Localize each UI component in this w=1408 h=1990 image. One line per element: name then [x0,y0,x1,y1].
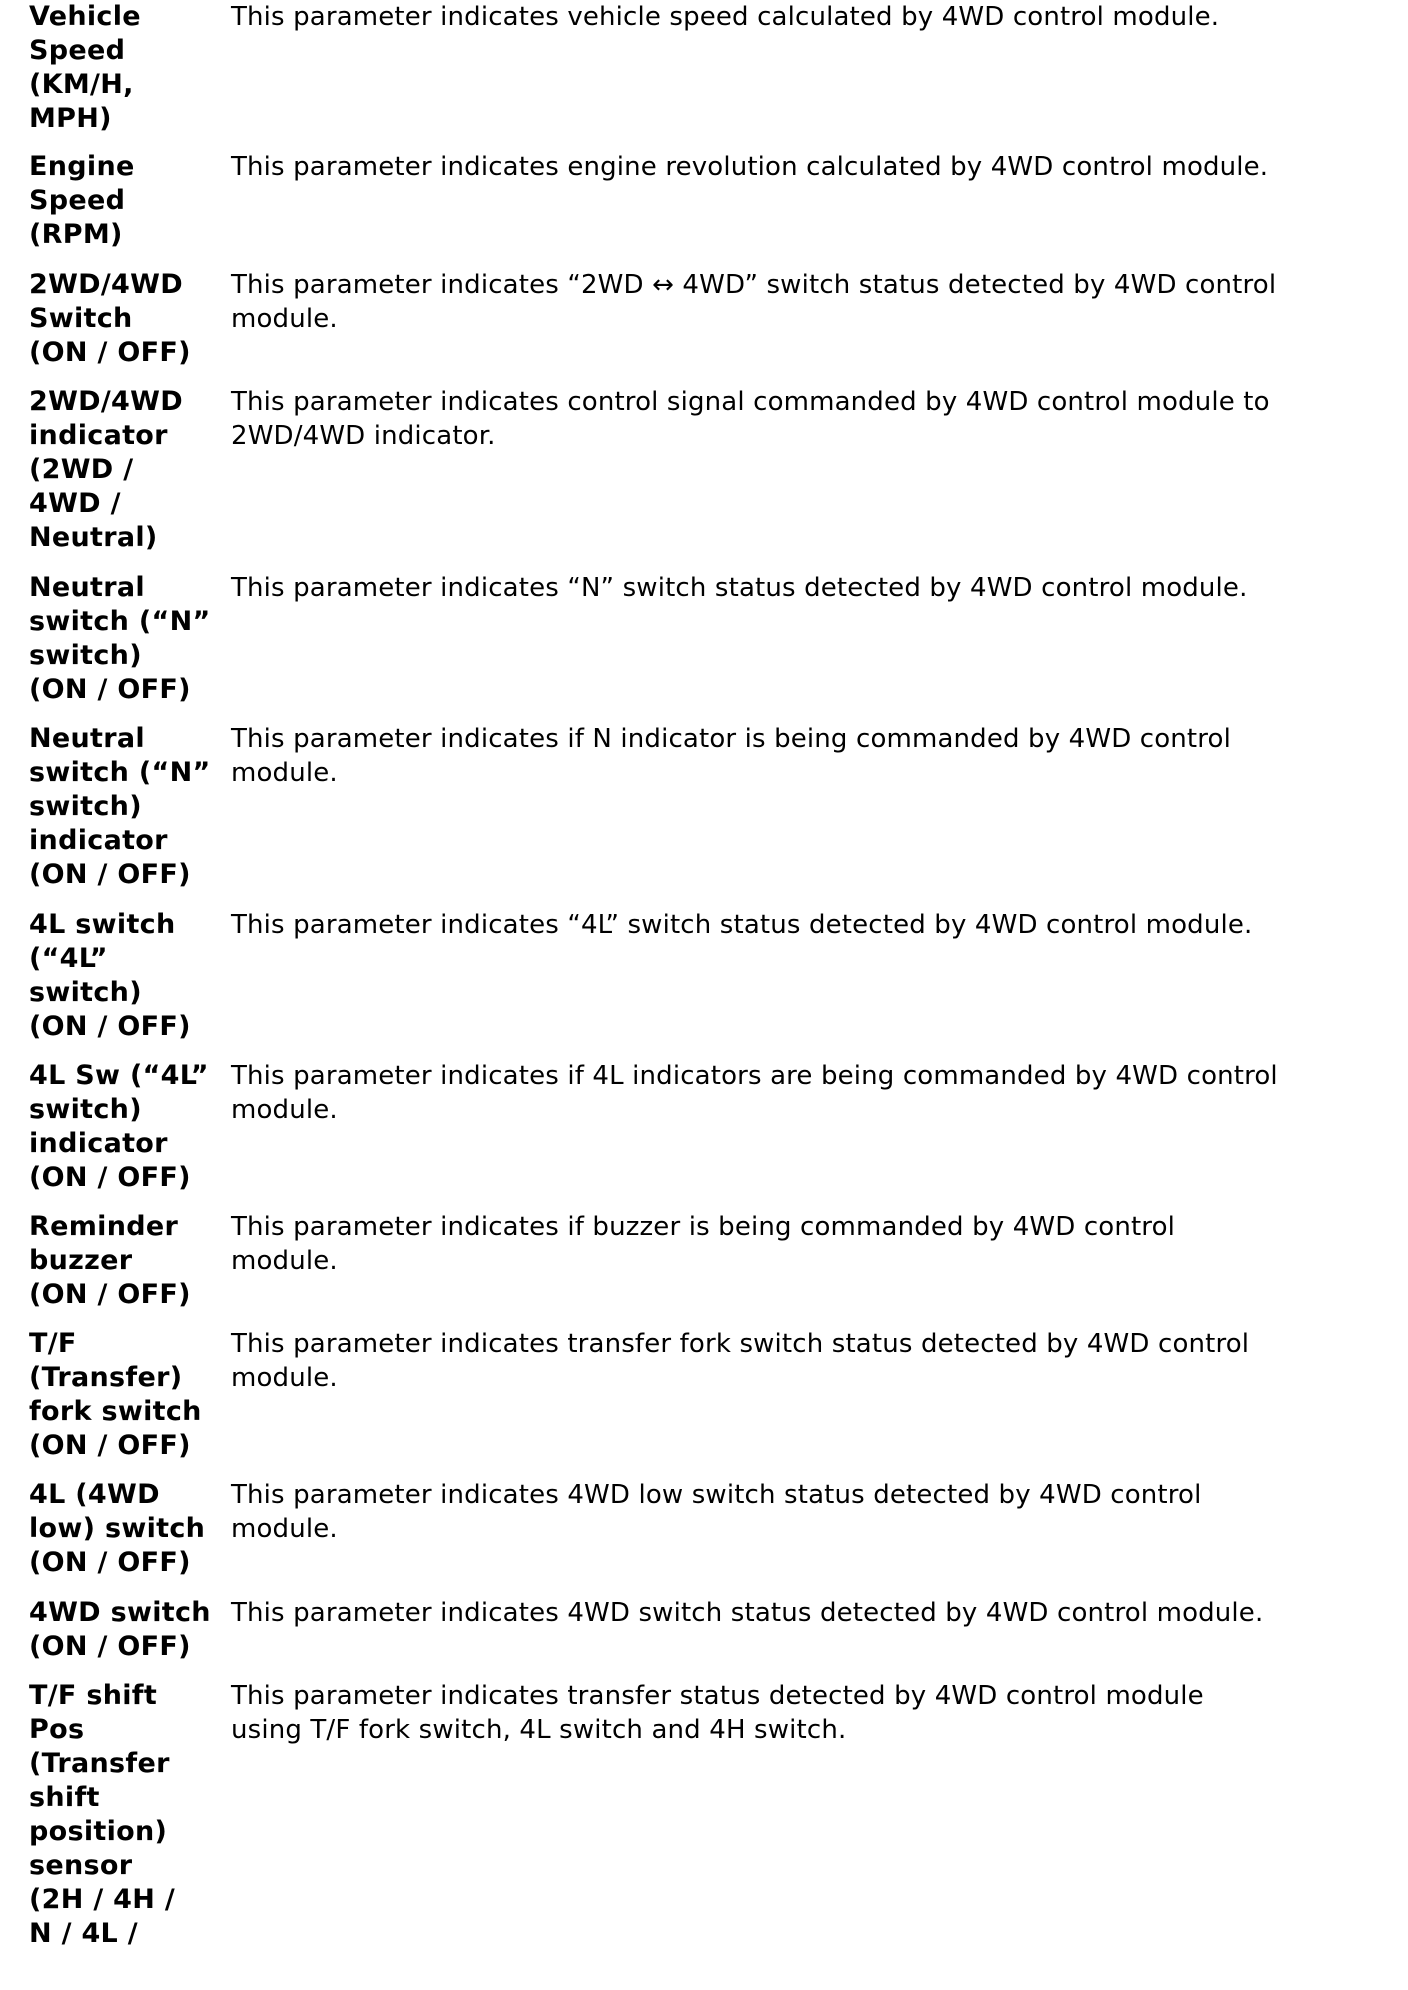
parameter-row [29,1327,1399,1463]
parameter-name [29,1478,231,1580]
parameter-row [29,1596,1399,1664]
parameter-name-line: (2H / 4H / [29,1884,176,1915]
parameter-name-line: switch (“N” [29,606,211,637]
parameter-name-line: T/F shift [29,1680,158,1711]
parameter-name-line: Speed [29,35,126,66]
parameter-description [231,722,1399,790]
parameter-name-line: (ON / OFF) [29,859,191,890]
parameter-description [231,1679,1399,1747]
parameter-name-line: indicator [29,825,168,856]
parameter-name-line: (Transfer [29,1748,170,1779]
parameter-name-line: shift [29,1782,100,1813]
parameter-name-line: 4L (4WD [29,1479,160,1510]
parameter-name-line: indicator [29,420,168,451]
parameter-description-line: using T/F fork switch, 4L switch and 4H switch. [231,1715,847,1745]
parameter-name-line: 2WD/4WD [29,269,183,300]
parameter-name-line: (Transfer) [29,1362,183,1393]
parameter-name-line: 2WD/4WD [29,386,183,417]
parameter-description-line: module. [231,1246,338,1276]
parameter-description [231,1596,1399,1630]
parameter-row [29,722,1399,892]
parameter-name [29,268,231,370]
parameter-name-line: Speed [29,185,126,216]
parameter-name-line: Reminder [29,1211,179,1242]
parameter-name-line: switch) [29,977,142,1008]
parameter-description-line: This parameter indicates 4WD low switch status detected by 4WD control [231,1480,1202,1510]
parameter-description [231,571,1399,605]
parameter-row [29,385,1399,555]
parameter-description-line: module. [231,1095,338,1125]
parameter-name-line: 4L Sw (“4L” [29,1060,209,1091]
parameter-description-line: This parameter indicates if N indicator is being commanded by 4WD control [231,724,1231,754]
parameter-row [29,150,1399,252]
parameter-row [29,1679,1399,1951]
parameter-row [29,571,1399,707]
parameter-name [29,385,231,555]
parameter-name-line: Neutral [29,723,145,754]
parameter-description [231,1210,1399,1278]
parameter-name-line: indicator [29,1128,168,1159]
parameter-name-line: N / 4L / [29,1918,138,1949]
parameter-description-line: 2WD/4WD indicator. [231,421,496,451]
parameter-name [29,908,231,1044]
parameter-name-line: MPH) [29,103,112,134]
parameter-name-line: T/F [29,1328,77,1359]
parameter-description-line: module. [231,1363,338,1393]
parameter-name-line: (ON / OFF) [29,1430,191,1461]
parameter-row [29,1478,1399,1580]
parameter-description-line: module. [231,1514,338,1544]
parameter-name-line: Engine [29,151,135,182]
parameter-name-line: (ON / OFF) [29,1011,191,1042]
parameter-name-line: buzzer [29,1245,133,1276]
parameter-name-line: Vehicle [29,1,141,32]
parameter-name-line: (ON / OFF) [29,337,191,368]
parameter-description-line: This parameter indicates if buzzer is being commanded by 4WD control [231,1212,1176,1242]
parameter-name [29,1327,231,1463]
parameter-name-line: (KM/H, [29,69,134,100]
parameter-row [29,1059,1399,1195]
parameter-name-line: switch (“N” [29,757,211,788]
parameter-description-line: This parameter indicates transfer status detected by 4WD control module [231,1681,1204,1711]
parameter-description [231,150,1399,184]
parameter-row [29,908,1399,1044]
parameter-description [231,0,1399,34]
parameter-description [231,1478,1399,1546]
parameter-row [29,268,1399,370]
parameter-name-line: Neutral) [29,522,158,553]
parameter-row [29,0,1399,136]
parameter-description [231,908,1399,942]
parameter-name-line: 4WD / [29,488,121,519]
parameter-name-line: sensor [29,1850,133,1881]
parameter-description [231,1059,1399,1127]
parameter-row [29,1210,1399,1312]
parameter-name [29,1679,231,1951]
parameter-name-line: position) [29,1816,168,1847]
parameter-name-line: switch) [29,640,142,671]
parameter-name [29,1210,231,1312]
parameter-description-line: This parameter indicates engine revolution calculated by 4WD control module. [231,152,1269,182]
parameter-name-line: Neutral [29,572,145,603]
parameter-name-line: 4WD switch [29,1597,211,1628]
parameter-name [29,0,231,136]
parameter-name-line: Switch [29,303,133,334]
parameter-description-line: This parameter indicates transfer fork switch status detected by 4WD control [231,1329,1250,1359]
parameter-name-line: (2WD / [29,454,134,485]
parameter-name-line: (ON / OFF) [29,674,191,705]
parameter-name-line: (ON / OFF) [29,1631,191,1662]
parameter-name-line: switch) [29,791,142,822]
parameter-name-line: (ON / OFF) [29,1279,191,1310]
parameter-name [29,571,231,707]
parameter-name-line: (“4L” [29,943,108,974]
parameter-name [29,1059,231,1195]
parameter-description [231,268,1399,336]
parameter-name [29,150,231,252]
parameter-name-line: (RPM) [29,219,123,250]
parameter-name-line: switch) [29,1094,142,1125]
parameter-description [231,385,1399,453]
parameter-name-line: 4L switch [29,909,176,940]
parameter-description-line: This parameter indicates control signal commanded by 4WD control module to [231,387,1270,417]
parameter-description-line: This parameter indicates if 4L indicators are being commanded by 4WD control [231,1061,1278,1091]
parameter-description-line: This parameter indicates “N” switch status detected by 4WD control module. [231,573,1248,603]
parameter-name-line: Pos [29,1714,85,1745]
parameter-name-line: fork switch [29,1396,202,1427]
parameter-description-line: module. [231,758,338,788]
parameter-description-line: This parameter indicates “4L” switch status detected by 4WD control module. [231,910,1253,940]
parameter-description-line: This parameter indicates 4WD switch status detected by 4WD control module. [231,1598,1264,1628]
parameter-description-line: module. [231,304,338,334]
parameter-description-line: This parameter indicates “2WD ↔ 4WD” switch status detected by 4WD control [231,270,1277,300]
parameter-description-line: This parameter indicates vehicle speed calculated by 4WD control module. [231,2,1220,32]
parameter-name-line: (ON / OFF) [29,1547,191,1578]
parameter-name [29,722,231,892]
parameter-name-line: low) switch [29,1513,206,1544]
parameter-description [231,1327,1399,1395]
parameter-name [29,1596,231,1664]
parameter-name-line: (ON / OFF) [29,1162,191,1193]
